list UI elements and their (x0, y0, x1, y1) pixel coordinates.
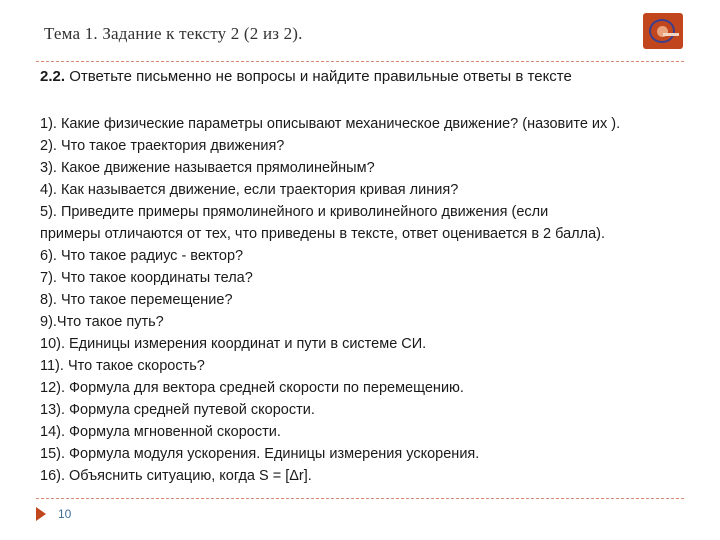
question-item-continuation: примеры отличаются от тех, что приведены в тексте, ответ оценивается в 2 балла). (40, 226, 606, 242)
question-item: 16). Объяснить ситуацию, когда S = [Δr]. (40, 468, 312, 484)
question-item: 11). Что такое скорость? (40, 358, 205, 374)
bottom-divider (36, 498, 684, 499)
question-item: 4). Как называется движение, если траектория кривая линия? (40, 182, 459, 198)
top-divider (36, 61, 684, 62)
question-item: 13). Формула средней путевой скорости. (40, 402, 315, 418)
question-item: 6). Что такое радиус - вектор? (40, 248, 244, 264)
question-list (40, 113, 690, 487)
task-heading-number: 2.2. (40, 68, 66, 85)
question-item: 14). Формула мгновенной скорости. (40, 424, 281, 440)
question-item: 3). Какое движение называется прямолинейным? (40, 160, 375, 176)
question-item: 15). Формула модуля ускорения. Единицы измерения ускорения. (40, 446, 480, 462)
question-item: 12). Формула для вектора средней скорости по перемещению. (40, 380, 464, 396)
university-emblem-icon (643, 13, 683, 49)
question-item: 8). Что такое перемещение? (40, 292, 233, 308)
question-item: 5). Приведите примеры прямолинейного и криволинейного движения (если (40, 204, 549, 220)
slide-title: Тема 1. Задание к тексту 2 (2 из 2). (44, 24, 303, 43)
task-heading (40, 68, 572, 85)
task-heading-text: Ответьте письменно не вопросы и найдите правильные ответы в тексте (65, 68, 572, 85)
question-item: 9).Что такое путь? (40, 314, 164, 330)
question-item: 1). Какие физические параметры описывают механическое движение? (назовите их ). (40, 116, 621, 132)
question-item: 2). Что такое траектория движения? (40, 138, 285, 154)
logo-bar (663, 33, 679, 36)
page-number: 10 (58, 507, 72, 521)
question-item: 10). Единицы измерения координат и пути в системе СИ. (40, 336, 427, 352)
triangle-bullet-icon (36, 507, 46, 521)
question-item: 7). Что такое координаты тела? (40, 270, 253, 286)
